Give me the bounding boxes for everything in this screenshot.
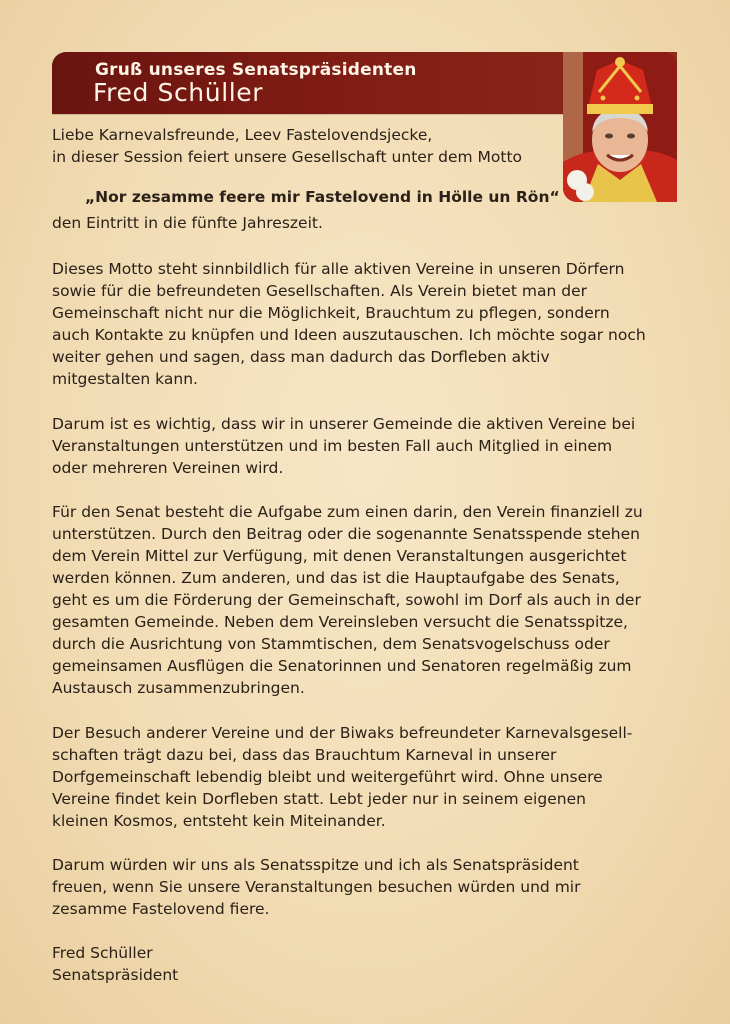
paragraph-line: Vereine findet kein Dorfleben statt. Lebt jeder nur in seinem eigenen	[52, 790, 586, 808]
paragraph-line: freuen, wenn Sie unsere Veranstaltungen besuchen würden und mir	[52, 878, 581, 896]
paragraph-line: geht es um die Förderung der Gemeinschaft, sowohl im Dorf als auch in der	[52, 591, 641, 609]
intro-end	[52, 212, 684, 234]
signature-role: Senatspräsident	[52, 966, 179, 984]
header-subtitle: Gruß unseres Senatspräsidenten	[95, 60, 417, 80]
signature-block	[52, 942, 684, 986]
paragraph-2	[52, 413, 684, 479]
header-title: Fred Schüller	[93, 78, 264, 107]
paragraph-line: Austausch zusammenzubringen.	[52, 679, 305, 697]
intro-line: in dieser Session feiert unsere Gesellschaft unter dem Motto	[52, 148, 523, 166]
paragraph-line: weiter gehen und sagen, dass man dadurch das Dorfleben aktiv	[52, 348, 550, 366]
paragraph-line: zesamme Fastelovend fiere.	[52, 900, 270, 918]
paragraph-5	[52, 854, 684, 920]
paragraph-line: werden können. Zum anderen, und das ist die Hauptaufgabe des Senats,	[52, 569, 620, 587]
paragraph-line: dem Verein Mittel zur Verfügung, mit denen Veranstaltungen ausgerichtet	[52, 547, 627, 565]
paragraph-line: Dorfgemeinschaft lebendig bleibt und weitergeführt wird. Ohne unsere	[52, 768, 603, 786]
motto-text: „Nor zesamme feere mir Fastelovend in Hölle un Rön“	[85, 188, 560, 206]
paragraph-1	[52, 258, 684, 390]
paragraph-line: auch Kontakte zu knüpfen und Ideen auszutauschen. Ich möchte sogar noch	[52, 326, 646, 344]
signature-name: Fred Schüller	[52, 944, 153, 962]
paragraph-line: Darum würden wir uns als Senatsspitze und ich als Senatspräsident	[52, 856, 579, 874]
paragraph-line: sowie für die befreundeten Gesellschaften. Als Verein bietet man der	[52, 282, 588, 300]
paragraph-line: kleinen Kosmos, entsteht kein Miteinander.	[52, 812, 386, 830]
intro-block	[52, 124, 684, 168]
paragraph-line: Dieses Motto steht sinnbildlich für alle aktiven Vereine in unseren Dörfern	[52, 260, 625, 278]
paragraph-line: unterstützen. Durch den Beitrag oder die sogenannte Senatsspende stehen	[52, 525, 640, 543]
paragraph-3	[52, 501, 684, 699]
paragraph-line: gesamten Gemeinde. Neben dem Vereinsleben versucht die Senatsspitze,	[52, 613, 628, 631]
paragraph-line: Für den Senat besteht die Aufgabe zum einen darin, den Verein finanziell zu	[52, 503, 643, 521]
intro-salutation: Liebe Karnevalsfreunde, Leev Fastelovendsjecke,	[52, 126, 433, 144]
intro-line: den Eintritt in die fünfte Jahreszeit.	[52, 214, 323, 232]
paragraph-line: Gemeinschaft nicht nur die Möglichkeit, Brauchtum zu pflegen, sondern	[52, 304, 610, 322]
paragraph-line: Veranstaltungen unterstützen und im besten Fall auch Mitglied in einem	[52, 437, 613, 455]
paragraph-4	[52, 722, 684, 832]
paragraph-line: Der Besuch anderer Vereine und der Biwaks befreundeter Karnevalsgesell-	[52, 724, 633, 742]
paragraph-line: gemeinsamen Ausflügen die Senatorinnen und Senatoren regelmäßig zum	[52, 657, 632, 675]
paragraph-line: oder mehreren Vereinen wird.	[52, 459, 284, 477]
paragraph-line: durch die Ausrichtung von Stammtischen, dem Senatsvogelschuss oder	[52, 635, 610, 653]
paragraph-line: Darum ist es wichtig, dass wir in unserer Gemeinde die aktiven Vereine bei	[52, 415, 636, 433]
paragraph-line: mitgestalten kann.	[52, 370, 198, 388]
paragraph-line: schaften trägt dazu bei, dass das Brauchtum Karneval in unserer	[52, 746, 557, 764]
